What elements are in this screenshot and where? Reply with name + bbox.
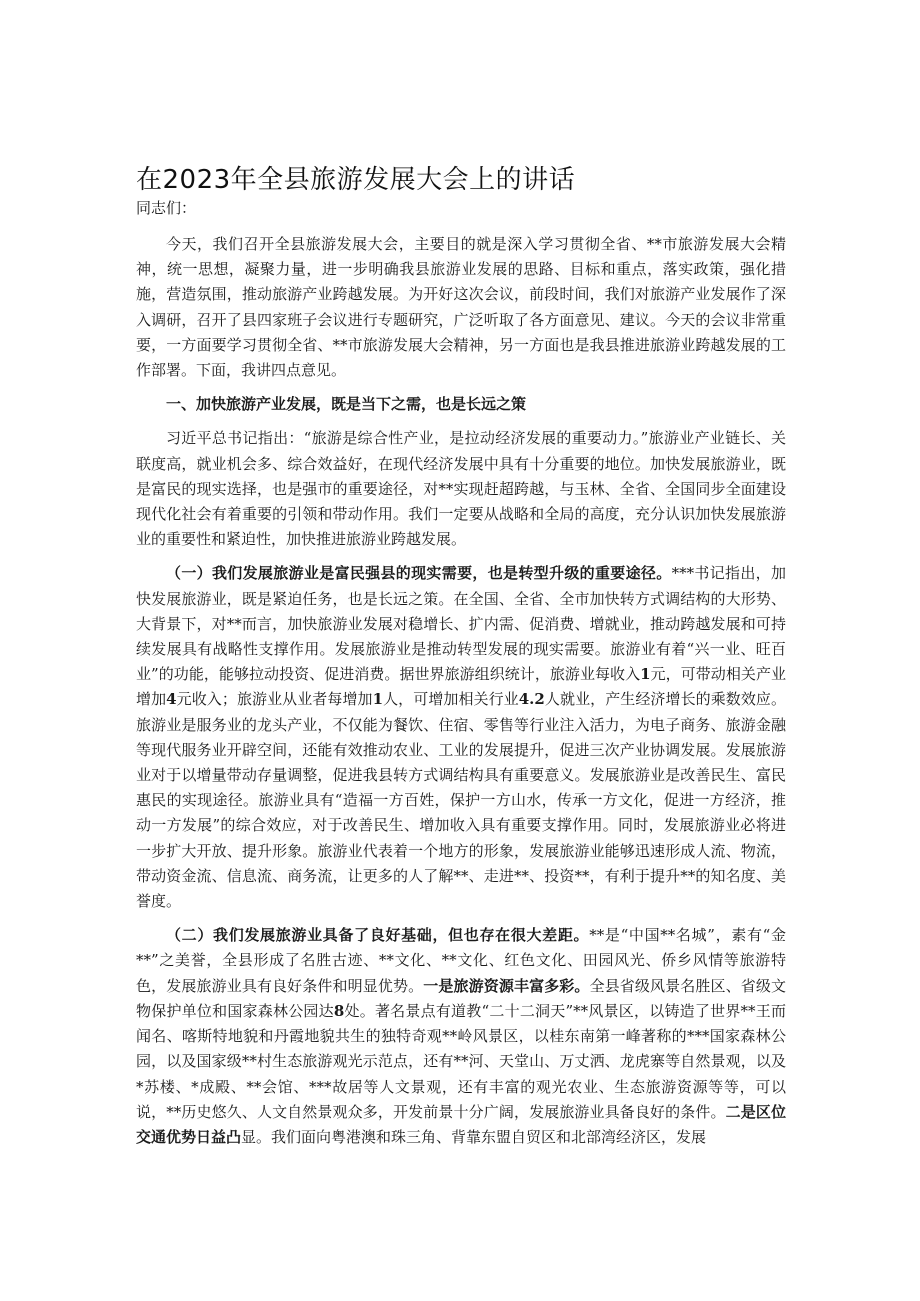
number-8: 8	[333, 1001, 345, 1020]
number-4: 4	[166, 690, 177, 709]
number-4-2: 4.2	[518, 690, 545, 709]
document-body	[136, 232, 786, 1159]
subsection-1-lead: （一）我们发展旅游业是富民强县的现实需要，也是转型升级的重要途径。	[166, 564, 672, 583]
section-1-heading: 一、加快旅游产业发展，既是当下之需，也是长远之策	[166, 395, 527, 414]
subsection-1-text-1: ***书记指出，加快发展旅游业，既是紧迫任务，也是长远之策。在全国、全省、全市加快转方式调结构的大形势、大背景下，对**而言，加快旅游业发展对稳增长、扩内需、促消费、增就业，推动跨越发展和可持续发展具有战略性支撑作用。发展旅游业是推动转型发展的现实需要。旅游业有着“兴一业、旺百业”的功能，能够拉动投资、促进消费。据世界旅游组织统计，旅游业每收入	[136, 564, 786, 684]
subsection-2-lead: （二）我们发展旅游业具备了良好基础，但也存在很大差距。	[166, 926, 590, 945]
number-1: 1	[640, 665, 651, 684]
point-2-heading: 二是区位交通优势日益凸	[136, 1102, 786, 1146]
document-title: 在2023年全县旅游发展大会上的讲话	[136, 165, 576, 196]
subsection-1-text-5: 人就业，产生经济增长的乘数效应。旅游业是服务业的龙头产业，不仅能为餐饮、住宿、零售等行业注入活力，为电子商务、旅游金融等现代服务业开辟空间，还能有效推动农业、工业的发展提升，促进三次产业协调发展。发展旅游业对于以增量带动存量调整，促进我县转方式调结构具有重要意义。发展旅游业是改善民生、富民惠民的实现途径。旅游业具有“造福一方百姓，保护一方山水，传承一方文化，促进一方经济，推动一方发展”的综合效应，对于改善民生、增加收入具有重要支撑作用。同时，发展旅游业必将进一步扩大开放、提升形象。旅游业代表着一个地方的形象，发展旅游业能够迅速形成人流、物流，带动资金流、信息流、商务流，让更多的人了解**、走进**、投资**，有利于提升**的知名度、美誉度。	[136, 690, 786, 911]
point-1-heading: 一是旅游资源丰富多彩。	[423, 976, 590, 995]
subsection-2-text-1: **是“中国**名城”，素有“金**”之美誉，全县形成了名胜古迹、**文化、**文化、红色文化、田园风光、侨乡风情等旅游特色，发展旅游业具有良好条件和明显优势。	[136, 926, 786, 995]
intro-paragraph: 今天，我们召开全县旅游发展大会，主要目的就是深入学习贯彻全省、**市旅游发展大会精神，统一思想，凝聚力量，进一步明确我县旅游业发展的思路、目标和重点，落实政策，强化措施，营造氛围，推动旅游产业跨越发展。为开好这次会议，前段时间，我们对旅游产业发展作了深入调研，召开了县四家班子会议进行专题研究，广泛听取了各方面意见、建议。今天的会议非常重要，一方面要学习贯彻全省、**市旅游发展大会精神，另一方面也是我县推进旅游业跨越发展的工作部署。下面，我讲四点意见。	[136, 235, 786, 380]
subsection-1-paragraph	[136, 561, 786, 914]
subsection-2-text-2: 全县省级风景名胜区、省级文物保护单位和国家森林公园达	[136, 976, 786, 1020]
subsection-1-text-4: 人，可增加相关行业	[383, 690, 519, 709]
section-1-paragraph: 习近平总书记指出：“旅游是综合性产业，是拉动经济发展的重要动力。”旅游业产业链长、关联度高，就业机会多、综合效益好，在现代经济发展中具有十分重要的地位。加快发展旅游业，既是富民的现实选择，也是强市的重要途径，对**实现赶超跨越，与玉林、全省、全国同步全面建设现代化社会有着重要的引领和带动作用。我们一定要从战略和全局的高度，充分认识加快发展旅游业的重要性和紧迫性，加快推进旅游业跨越发展。	[136, 429, 786, 549]
subsection-2-text-3: 处。著名景点有道教“二十二洞天”**风景区，以铸造了世界**王而闻名、喀斯特地貌和丹霞地貌共生的独特奇观**岭风景区，以桂东南第一峰著称的***国家森林公园，以及国家级**村生态旅游观光示范点，还有**河、天堂山、万丈洒、龙虎寨等自然景观，以及*苏楼、*成殿、**会馆、***故居等人文景观，还有丰富的观光农业、生态旅游资源等等，可以说，**历史悠久、人文自然景观众多，开发前景十分广阔，发展旅游业具备良好的条件。	[136, 1001, 786, 1121]
subsection-1-text-3: 元收入；旅游业从业者每增加	[176, 690, 373, 709]
salutation: 同志们：	[136, 199, 197, 217]
subsection-2-paragraph	[136, 923, 786, 1150]
subsection-1-text-2: 元，可带动相关产业增加	[136, 665, 786, 709]
subsection-2-text-4: 显。我们面向粤港澳和珠三角、背靠东盟自贸区和北部湾经济区，发展	[241, 1127, 707, 1146]
number-1-person: 1	[372, 690, 384, 709]
